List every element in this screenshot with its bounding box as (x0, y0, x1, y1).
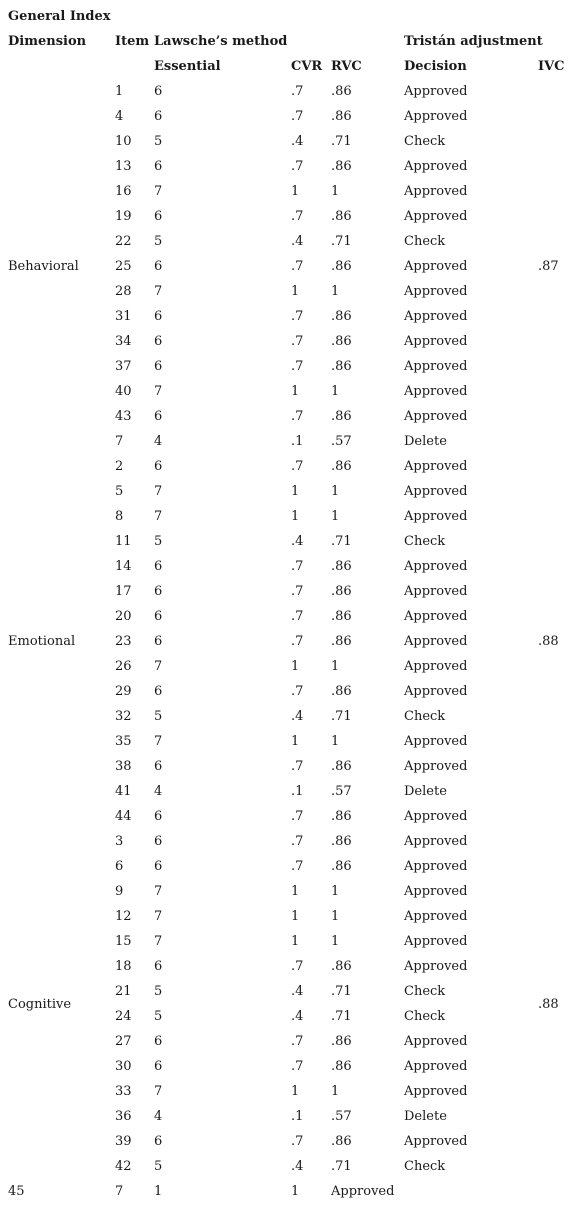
cvr-value: .1 (291, 784, 304, 799)
rvc-value: .86 (331, 559, 352, 574)
cvr-value: 1 (291, 884, 300, 899)
header-rvc: RVC (331, 59, 362, 74)
ivc-value: .88 (538, 634, 559, 649)
item-number: 38 (115, 759, 132, 774)
cvr-value: 1 (291, 284, 300, 299)
rvc-value: .71 (331, 1009, 352, 1024)
rvc-value: .86 (331, 259, 352, 274)
header-row-2 (0, 54, 580, 79)
cvr-value: .7 (291, 584, 304, 599)
essential-value: 7 (154, 284, 163, 299)
rvc-value: .71 (331, 134, 352, 149)
cvr-value: .4 (291, 134, 304, 149)
essential-value: 4 (154, 434, 163, 449)
item-number: 43 (115, 409, 132, 424)
header-tristan-adjustment: Tristán adjustment (404, 34, 543, 49)
item-number: 12 (115, 909, 132, 924)
item-number: 10 (115, 134, 132, 149)
item-number: 34 (115, 334, 132, 349)
decision-value: Check (404, 1009, 446, 1024)
item-number: 1 (115, 84, 124, 99)
rvc-value: .86 (331, 1134, 352, 1149)
cvr-value: .7 (291, 1034, 304, 1049)
essential-value: 5 (154, 234, 163, 249)
decision-value: Approved (404, 509, 468, 524)
cvr-value: 1 (291, 1084, 300, 1099)
decision-value: Approved (404, 909, 468, 924)
essential-value: 7 (154, 509, 163, 524)
rvc-value: 1 (331, 884, 340, 899)
item-number: 5 (115, 484, 124, 499)
decision-value: Check (404, 234, 446, 249)
essential-value: 6 (154, 84, 163, 99)
header-dimension: Dimension (8, 34, 87, 49)
cvr-value: 1 (291, 509, 300, 524)
cvr-value: 1 (291, 484, 300, 499)
cvr-value: .7 (291, 834, 304, 849)
essential-value: 6 (154, 809, 163, 824)
essential-value: 5 (154, 1009, 163, 1024)
decision-value: Delete (404, 434, 447, 449)
decision-value: Approved (404, 159, 468, 174)
essential-value: 6 (154, 334, 163, 349)
dimension-name: Cognitive (8, 996, 72, 1012)
essential-value: 4 (154, 784, 163, 799)
item-number: 44 (115, 809, 132, 824)
rvc-value: .86 (331, 159, 352, 174)
general-index-row (0, 4, 580, 29)
rvc-value: 1 (331, 184, 340, 199)
essential-value: 6 (154, 834, 163, 849)
item-number: 4 (115, 109, 124, 124)
item-number: 14 (115, 559, 132, 574)
rvc-value: 1 (331, 909, 340, 924)
decision-value: Approved (404, 384, 468, 399)
content-validity-table (0, 4, 580, 1204)
essential-value: 6 (154, 309, 163, 324)
essential-value: 7 (154, 484, 163, 499)
essential-value: 7 (154, 909, 163, 924)
dimension-name: Emotional (8, 634, 76, 649)
decision-value: Approved (404, 334, 468, 349)
rvc-value: .71 (331, 534, 352, 549)
essential-value: 5 (154, 134, 163, 149)
rvc-value: 1 (331, 384, 340, 399)
item-number: 23 (115, 634, 132, 649)
rvc-value: .86 (331, 609, 352, 624)
decision-value: Delete (404, 1109, 447, 1124)
decision-value: Approved (404, 409, 468, 424)
rvc-value: 1 (331, 934, 340, 949)
item-number: 30 (115, 1059, 132, 1074)
decision-value: Approved (404, 584, 468, 599)
rvc-value: 1 (331, 1084, 340, 1099)
cvr-value: 1 (291, 659, 300, 674)
cvr-value: .7 (291, 334, 304, 349)
essential-value: 6 (154, 109, 163, 124)
essential-value: 7 (154, 384, 163, 399)
essential-value: 7 (154, 659, 163, 674)
table-row (0, 454, 580, 479)
decision-value: Approved (404, 1034, 468, 1049)
cvr-value: .7 (291, 109, 304, 124)
ivc-value: .87 (538, 259, 559, 274)
essential-value: 6 (154, 1134, 163, 1149)
item-number: 28 (115, 284, 132, 299)
rvc-value: .57 (331, 1109, 352, 1124)
decision-value: Approved (404, 459, 468, 474)
essential-value: 6 (154, 459, 163, 474)
essential-value: 7 (154, 734, 163, 749)
item-number: 18 (115, 959, 132, 974)
rvc-value: .86 (331, 859, 352, 874)
item-number: 9 (115, 884, 124, 899)
header-lawsche-method: Lawsche’s method (154, 34, 288, 49)
essential-value: 4 (154, 1109, 163, 1124)
rvc-value: .86 (331, 84, 352, 99)
decision-value: Approved (404, 734, 468, 749)
item-number: 11 (115, 534, 132, 549)
essential-value: 6 (154, 209, 163, 224)
essential-value: 6 (154, 609, 163, 624)
item-number: 20 (115, 609, 132, 624)
item-number: 36 (115, 1109, 132, 1124)
cvr-value: .4 (291, 709, 304, 724)
rvc-value: .86 (331, 684, 352, 699)
cvr-value: .4 (291, 234, 304, 249)
cvr-value: .7 (291, 609, 304, 624)
essential-value: 7 (154, 184, 163, 199)
general-index-title: General Index (8, 9, 111, 24)
item-number: 27 (115, 1034, 132, 1049)
rvc-value: 1 (331, 284, 340, 299)
cvr-value: .7 (291, 1059, 304, 1074)
cvr-value: .7 (291, 684, 304, 699)
cvr-value: .7 (291, 959, 304, 974)
decision-value: Check (404, 984, 446, 999)
decision-value: Approved (404, 634, 468, 649)
essential-value: 6 (154, 259, 163, 274)
cvr-value: .7 (291, 209, 304, 224)
cvr-value: .7 (291, 409, 304, 424)
essential-value: 6 (154, 159, 163, 174)
cvr-value: .4 (291, 984, 304, 999)
decision-value: Check (404, 134, 446, 149)
decision-value: Approved (404, 484, 468, 499)
decision-value: Approved (404, 959, 468, 974)
item-number: 26 (115, 659, 132, 674)
cvr-value: .7 (291, 259, 304, 274)
rvc-value: .86 (331, 409, 352, 424)
decision-value: Approved (404, 84, 468, 99)
cvr-value: .7 (291, 359, 304, 374)
last-row-col5: Approved (331, 1184, 395, 1199)
essential-value: 5 (154, 984, 163, 999)
header-cvr: CVR (291, 59, 323, 74)
item-number: 16 (115, 184, 132, 199)
item-number: 7 (115, 434, 124, 449)
table-row (0, 829, 580, 854)
decision-value: Approved (404, 1134, 468, 1149)
cvr-value: 1 (291, 384, 300, 399)
item-number: 15 (115, 934, 132, 949)
table-body (0, 4, 580, 1204)
header-essential: Essential (154, 59, 221, 74)
item-number: 35 (115, 734, 132, 749)
cvr-value: .1 (291, 1109, 304, 1124)
rvc-value: .86 (331, 209, 352, 224)
rvc-value: .71 (331, 709, 352, 724)
essential-value: 5 (154, 709, 163, 724)
item-number: 8 (115, 509, 124, 524)
essential-value: 6 (154, 634, 163, 649)
essential-value: 6 (154, 359, 163, 374)
decision-value: Approved (404, 559, 468, 574)
rvc-value: 1 (331, 734, 340, 749)
cvr-value: .4 (291, 1159, 304, 1174)
header-ivc: IVC (538, 59, 565, 74)
decision-value: Approved (404, 809, 468, 824)
decision-value: Approved (404, 1084, 468, 1099)
decision-value: Approved (404, 759, 468, 774)
item-number: 24 (115, 1009, 132, 1024)
header-decision: Decision (404, 59, 467, 74)
header-item: Item (115, 34, 150, 49)
cvr-value: 1 (291, 934, 300, 949)
rvc-value: .86 (331, 309, 352, 324)
decision-value: Approved (404, 259, 468, 274)
item-number: 19 (115, 209, 132, 224)
essential-value: 6 (154, 1034, 163, 1049)
decision-value: Approved (404, 859, 468, 874)
rvc-value: .86 (331, 359, 352, 374)
rvc-value: .86 (331, 584, 352, 599)
table-row (0, 79, 580, 104)
last-row-col1: 45 (8, 1184, 25, 1199)
item-number: 2 (115, 459, 124, 474)
rvc-value: 1 (331, 659, 340, 674)
rvc-value: .71 (331, 984, 352, 999)
essential-value: 6 (154, 1059, 163, 1074)
rvc-value: .57 (331, 784, 352, 799)
rvc-value: .71 (331, 1159, 352, 1174)
decision-value: Approved (404, 684, 468, 699)
essential-value: 5 (154, 1159, 163, 1174)
rvc-value: .86 (331, 334, 352, 349)
rvc-value: .86 (331, 1059, 352, 1074)
rvc-value: .86 (331, 834, 352, 849)
rvc-value: .86 (331, 959, 352, 974)
decision-value: Approved (404, 284, 468, 299)
ivc-value: .88 (538, 996, 559, 1012)
decision-value: Approved (404, 1059, 468, 1074)
header-row-1 (0, 29, 580, 54)
rvc-value: .57 (331, 434, 352, 449)
item-number: 40 (115, 384, 132, 399)
essential-value: 7 (154, 1084, 163, 1099)
cvr-value: .7 (291, 84, 304, 99)
rvc-value: .86 (331, 759, 352, 774)
cvr-value: .7 (291, 809, 304, 824)
item-number: 3 (115, 834, 124, 849)
decision-value: Approved (404, 659, 468, 674)
essential-value: 5 (154, 534, 163, 549)
cvr-value: .7 (291, 309, 304, 324)
cvr-value: .7 (291, 1134, 304, 1149)
item-number: 39 (115, 1134, 132, 1149)
cvr-value: 1 (291, 909, 300, 924)
rvc-value: .86 (331, 1034, 352, 1049)
last-row-empty (538, 1179, 580, 1204)
item-number: 13 (115, 159, 132, 174)
last-row-col4: 1 (291, 1184, 300, 1199)
last-row-col2: 7 (115, 1184, 124, 1199)
item-number: 17 (115, 584, 132, 599)
item-number: 25 (115, 259, 132, 274)
decision-value: Delete (404, 784, 447, 799)
rvc-value: .86 (331, 634, 352, 649)
decision-value: Approved (404, 209, 468, 224)
cvr-value: .7 (291, 459, 304, 474)
item-number: 21 (115, 984, 132, 999)
item-number: 37 (115, 359, 132, 374)
decision-value: Approved (404, 609, 468, 624)
rvc-value: .71 (331, 234, 352, 249)
rvc-value: .86 (331, 459, 352, 474)
last-row-col3: 1 (154, 1184, 163, 1199)
cvr-value: .7 (291, 859, 304, 874)
essential-value: 7 (154, 934, 163, 949)
cvr-value: .7 (291, 759, 304, 774)
rvc-value: .86 (331, 109, 352, 124)
essential-value: 6 (154, 409, 163, 424)
dimension-name: Behavioral (8, 259, 79, 274)
cvr-value: .4 (291, 534, 304, 549)
decision-value: Approved (404, 359, 468, 374)
cvr-value: .7 (291, 634, 304, 649)
cvr-value: .1 (291, 434, 304, 449)
decision-value: Check (404, 709, 446, 724)
cvr-value: .7 (291, 159, 304, 174)
item-number: 22 (115, 234, 132, 249)
item-number: 6 (115, 859, 124, 874)
decision-value: Approved (404, 834, 468, 849)
essential-value: 6 (154, 584, 163, 599)
item-number: 33 (115, 1084, 132, 1099)
item-number: 42 (115, 1159, 132, 1174)
table-row-last (0, 1179, 580, 1204)
cvr-value: 1 (291, 184, 300, 199)
essential-value: 6 (154, 684, 163, 699)
decision-value: Approved (404, 309, 468, 324)
decision-value: Check (404, 534, 446, 549)
cvr-value: 1 (291, 734, 300, 749)
cvr-value: .4 (291, 1009, 304, 1024)
decision-value: Approved (404, 884, 468, 899)
item-number: 29 (115, 684, 132, 699)
essential-value: 7 (154, 884, 163, 899)
decision-value: Approved (404, 934, 468, 949)
essential-value: 6 (154, 559, 163, 574)
essential-value: 6 (154, 859, 163, 874)
decision-value: Check (404, 1159, 446, 1174)
item-number: 41 (115, 784, 132, 799)
rvc-value: .86 (331, 809, 352, 824)
essential-value: 6 (154, 759, 163, 774)
rvc-value: 1 (331, 484, 340, 499)
decision-value: Approved (404, 184, 468, 199)
decision-value: Approved (404, 109, 468, 124)
item-number: 31 (115, 309, 132, 324)
item-number: 32 (115, 709, 132, 724)
rvc-value: 1 (331, 509, 340, 524)
essential-value: 6 (154, 959, 163, 974)
cvr-value: .7 (291, 559, 304, 574)
